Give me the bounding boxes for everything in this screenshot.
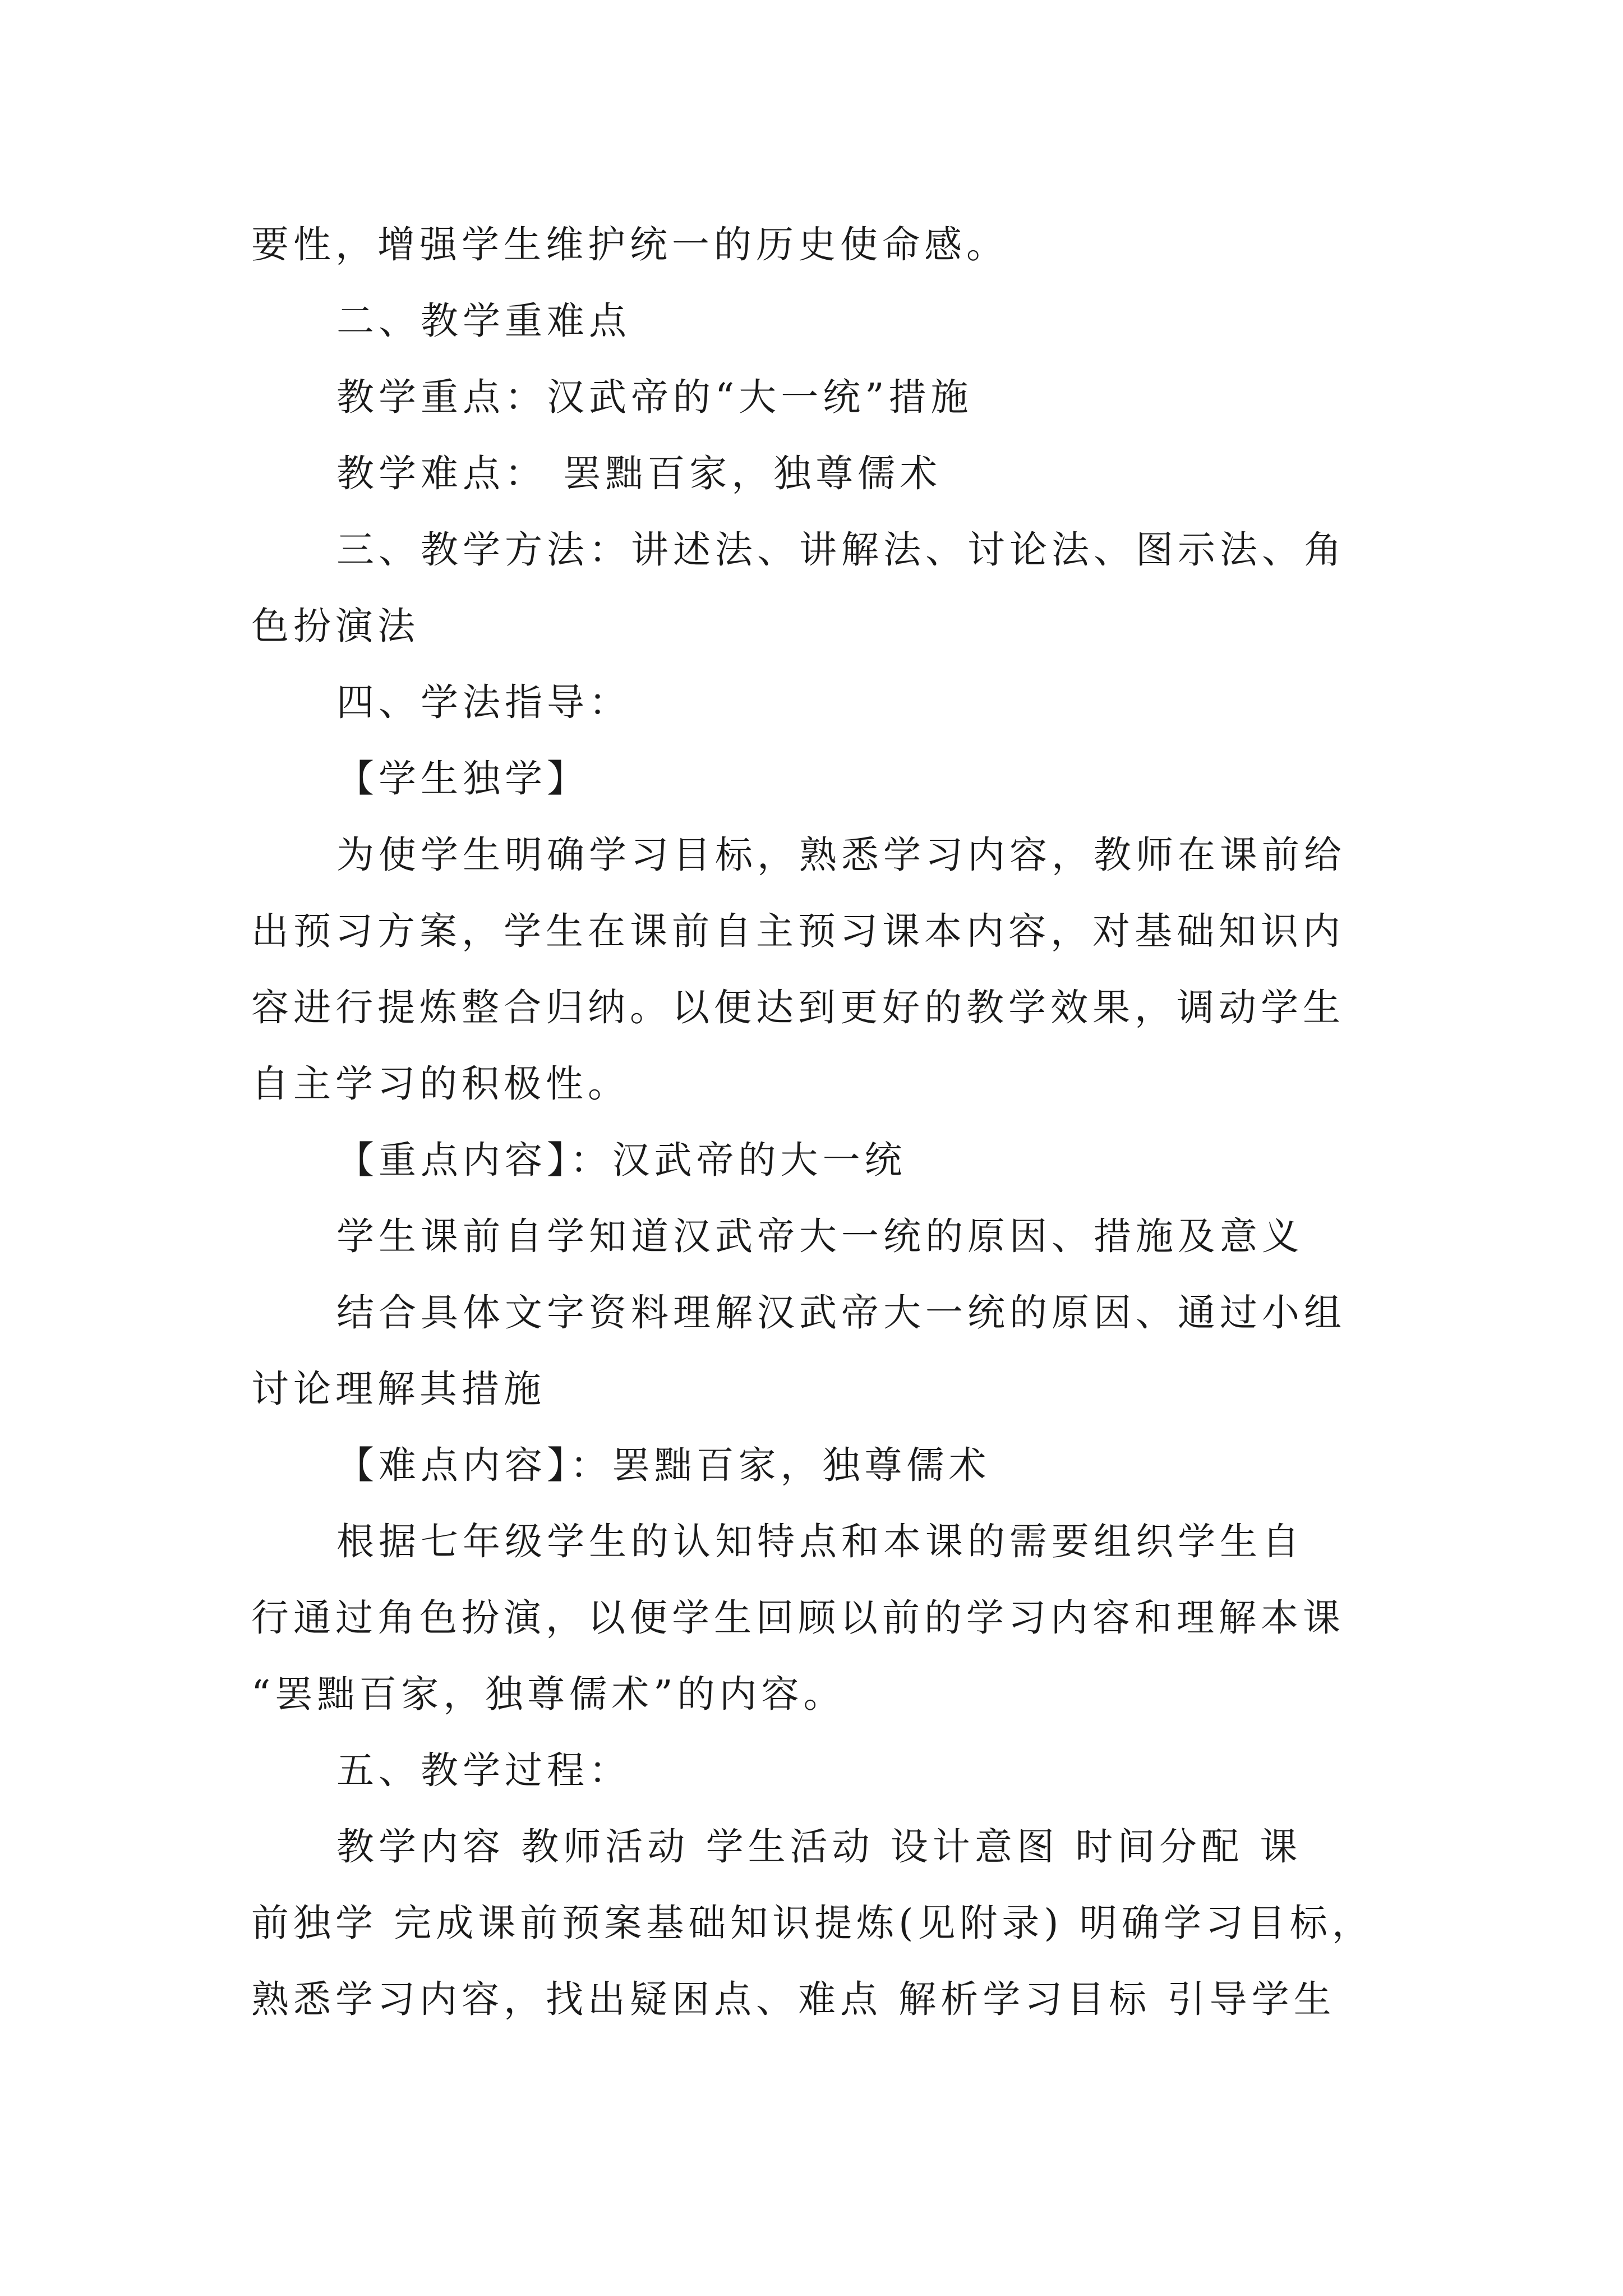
- text-line: 前独学 完成课前预案基础知识提炼(见附录) 明确学习目标，: [251, 1901, 1374, 1945]
- text-line: 色扮演法: [251, 604, 419, 648]
- text-line: 教学内容 教师活动 学生活动 设计意图 时间分配 课: [336, 1825, 1302, 1869]
- text-line: 行通过角色扮演，以便学生回顾以前的学习内容和理解本课: [251, 1596, 1345, 1640]
- section-heading: 三、教学方法：讲述法、讲解法、讨论法、图示法、角: [336, 528, 1346, 572]
- text-line: 学生课前自学知道汉武帝大一统的原因、措施及意义: [336, 1214, 1304, 1258]
- text-line: 要性，增强学生维护统一的历史使命感。: [251, 223, 1008, 266]
- text-line: 教学重点：汉武帝的“大一统”措施: [336, 375, 973, 419]
- text-line: 教学难点： 罢黜百家，独尊儒术: [336, 452, 942, 495]
- text-line: 结合具体文字资料理解汉武帝大一统的原因、通过小组: [336, 1291, 1346, 1335]
- text-line: 根据七年级学生的认知特点和本课的需要组织学生自: [336, 1520, 1304, 1563]
- text-line: “罢黜百家，独尊儒术”的内容。: [251, 1672, 846, 1716]
- text-line: 出预习方案，学生在课前自主预习课本内容，对基础知识内: [251, 909, 1345, 953]
- text-line: 自主学习的积极性。: [251, 1062, 630, 1106]
- text-line: 讨论理解其措施: [251, 1367, 546, 1411]
- text-line: 容进行提炼整合归纳。以便达到更好的教学效果，调动学生: [251, 986, 1345, 1029]
- subsection-label: 【重点内容】：汉武帝的大一统: [336, 1138, 907, 1182]
- section-heading: 二、教学重难点: [336, 299, 631, 343]
- document-body: [251, 206, 1390, 2037]
- subsection-label: 【学生独学】: [336, 757, 589, 800]
- section-heading: 四、学法指导：: [336, 680, 631, 724]
- text-line: 为使学生明确学习目标，熟悉学习内容，教师在课前给: [336, 833, 1346, 877]
- section-heading: 五、教学过程：: [336, 1749, 631, 1792]
- text-line: 熟悉学习内容，找出疑困点、难点 解析学习目标 引导学生: [251, 1977, 1336, 2021]
- subsection-label: 【难点内容】：罢黜百家，独尊儒术: [336, 1443, 991, 1487]
